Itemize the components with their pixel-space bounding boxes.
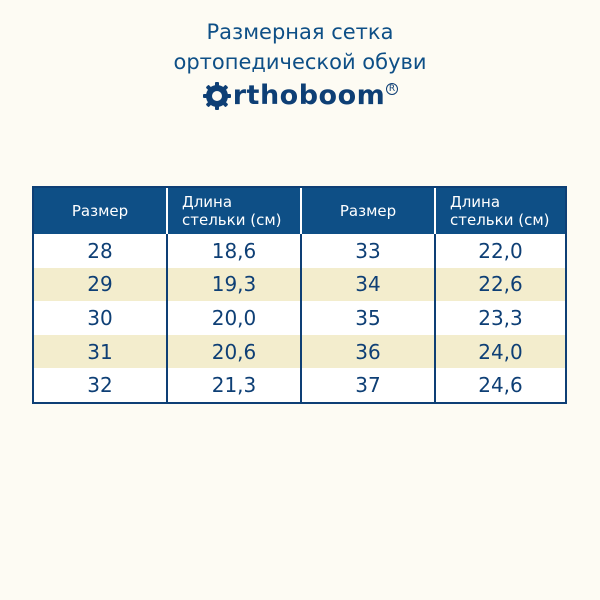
page-subtitle: ортопедической обуви xyxy=(173,50,427,74)
table-cell: 35 xyxy=(302,301,436,335)
table-cell: 37 xyxy=(302,368,436,402)
registered-mark: R xyxy=(386,83,398,95)
table-cell: 31 xyxy=(34,335,168,369)
table-header-cell: Длина стельки (см) xyxy=(168,188,302,234)
table-cell: 36 xyxy=(302,335,436,369)
page-title: Размерная сетка xyxy=(206,20,394,44)
table-header-cell: Размер xyxy=(302,188,436,234)
table-cell: 22,6 xyxy=(436,268,565,302)
brand-logo xyxy=(0,80,600,111)
table-cell: 24,0 xyxy=(436,335,565,369)
table-cell: 23,3 xyxy=(436,301,565,335)
table-cell: 20,6 xyxy=(168,335,302,369)
table-cell: 34 xyxy=(302,268,436,302)
logo-gear-icon xyxy=(202,81,232,111)
table-header-cell: Длина стельки (см) xyxy=(436,188,565,234)
table-cell: 20,0 xyxy=(168,301,302,335)
table-cell: 18,6 xyxy=(168,234,302,268)
table-cell: 22,0 xyxy=(436,234,565,268)
size-table xyxy=(32,186,567,404)
table-cell: 24,6 xyxy=(436,368,565,402)
table-cell: 28 xyxy=(34,234,168,268)
table-cell: 21,3 xyxy=(168,368,302,402)
table-cell: 19,3 xyxy=(168,268,302,302)
table-cell: 32 xyxy=(34,368,168,402)
table-cell: 30 xyxy=(34,301,168,335)
table-header-cell: Размер xyxy=(34,188,168,234)
table-cell: 29 xyxy=(34,268,168,302)
brand-name: rthoboom xyxy=(232,80,386,111)
table-cell: 33 xyxy=(302,234,436,268)
